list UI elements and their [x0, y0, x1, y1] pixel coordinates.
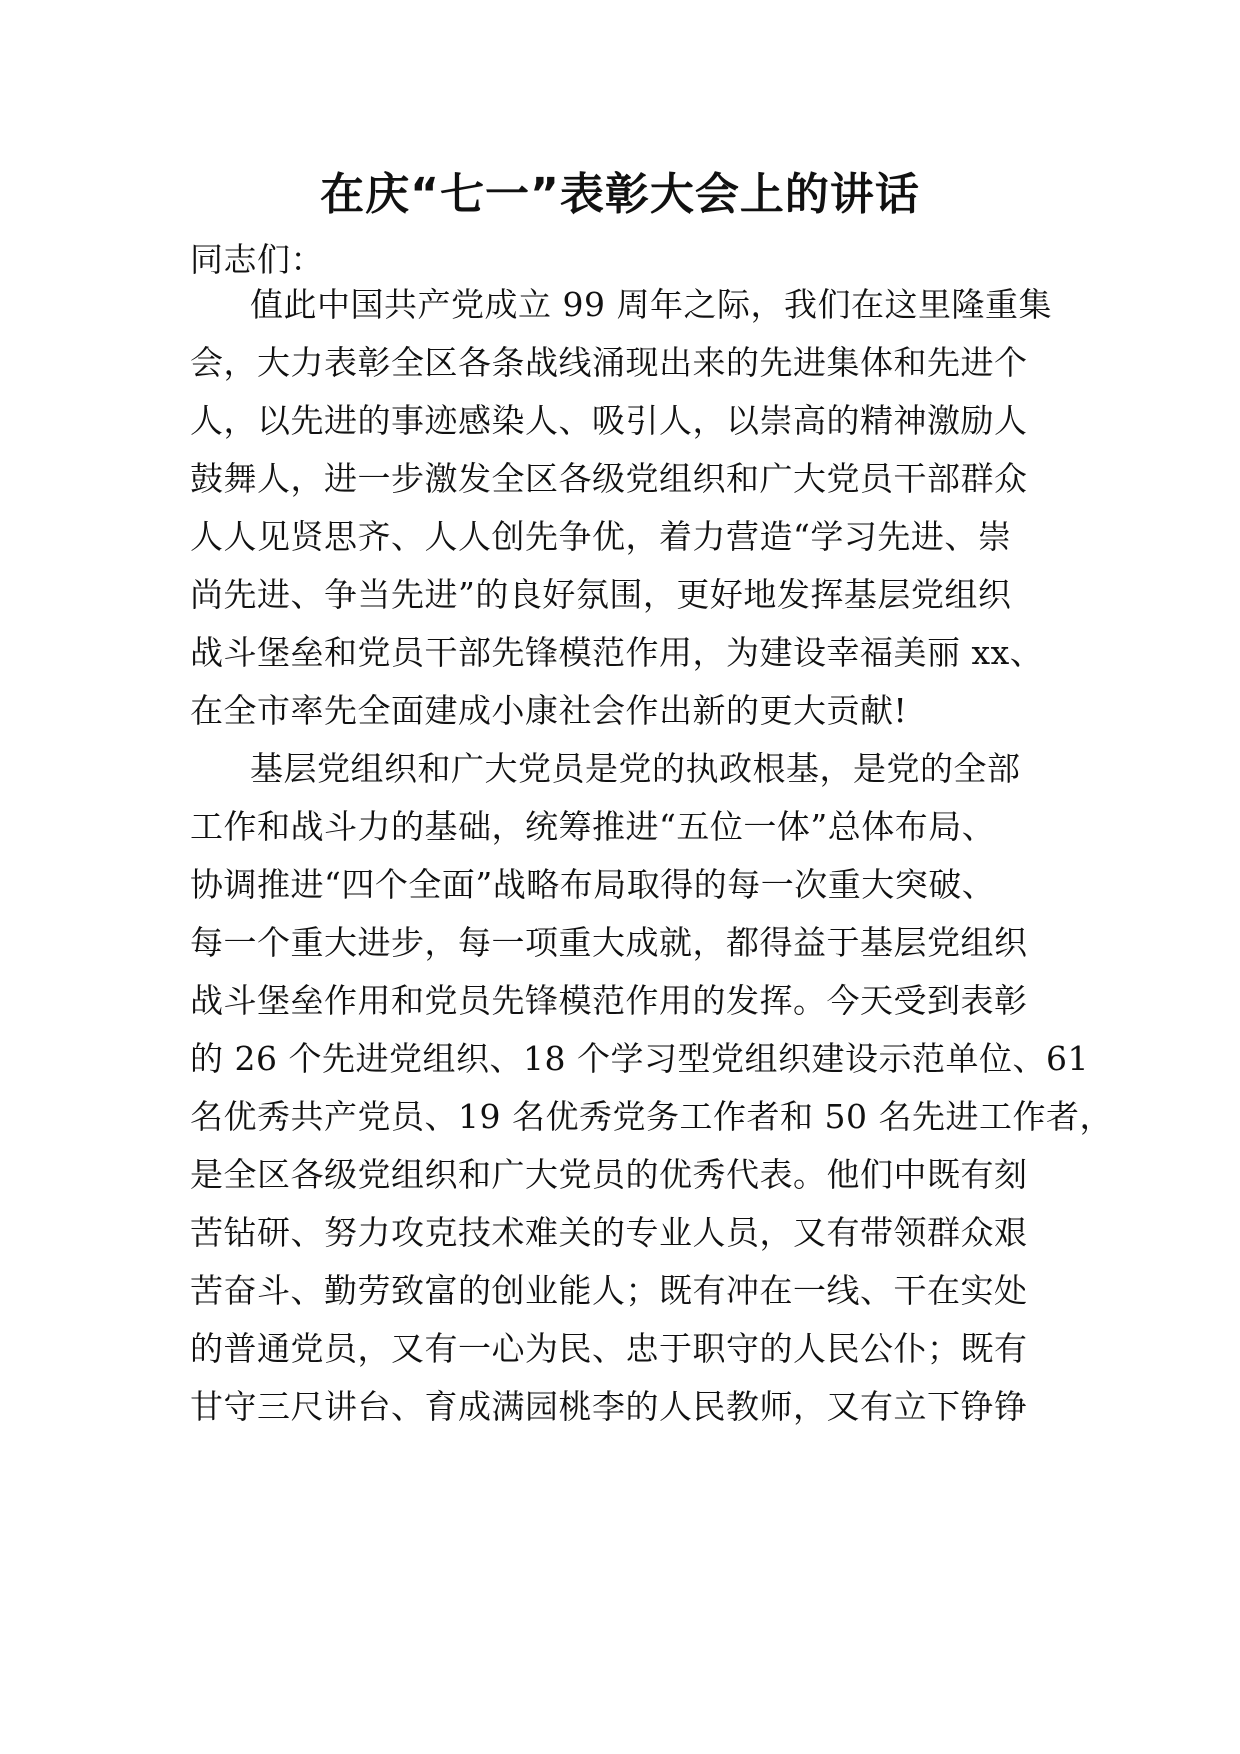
paragraph-2-line-12: 甘守三尺讲台、育成满园桃李的人民教师，又有立下铮铮: [190, 1387, 1028, 1426]
paragraph-2-line-8: 是全区各级党组织和广大党员的优秀代表。他们中既有刻: [190, 1155, 1028, 1194]
paragraph-2-line-6: 的 26 个先进党组织、18 个学习型党组织建设示范单位、61: [190, 1039, 1089, 1078]
document-title: 在庆“七一”表彰大会上的讲话: [320, 169, 920, 220]
salutation: 同志们：: [190, 240, 324, 279]
paragraph-2-line-7: 名优秀共产党员、19 名优秀党务工作者和 50 名先进工作者，: [190, 1097, 1113, 1136]
paragraph-1-line-4: 鼓舞人，进一步激发全区各级党组织和广大党员干部群众: [190, 459, 1028, 498]
paragraph-2-line-9: 苦钻研、努力攻克技术难关的专业人员，又有带领群众艰: [190, 1213, 1028, 1252]
paragraph-1-line-6: 尚先进、争当先进”的良好氛围，更好地发挥基层党组织: [190, 575, 1012, 614]
paragraph-1-line-2: 会，大力表彰全区各条战线涌现出来的先进集体和先进个: [190, 343, 1028, 382]
paragraph-2-line-5: 战斗堡垒作用和党员先锋模范作用的发挥。今天受到表彰: [190, 981, 1028, 1020]
paragraph-1-line-8: 在全市率先全面建成小康社会作出新的更大贡献!: [190, 691, 908, 730]
paragraph-2-line-10: 苦奋斗、勤劳致富的创业能人；既有冲在一线、干在实处: [190, 1271, 1028, 1310]
paragraph-2-line-2: 工作和战斗力的基础，统筹推进“五位一体”总体布局、: [190, 807, 996, 846]
paragraph-2-line-11: 的普通党员，又有一心为民、忠于职守的人民公仆；既有: [190, 1329, 1028, 1368]
paragraph-2-line-3: 协调推进“四个全面”战略布局取得的每一次重大突破、: [190, 865, 996, 904]
paragraph-2-line-1: 基层党组织和广大党员是党的执政根基，是党的全部: [250, 749, 1021, 788]
paragraph-1-line-1: 值此中国共产党成立 99 周年之际，我们在这里隆重集: [250, 285, 1052, 324]
paragraph-1-line-5: 人人见贤思齐、人人创先争优，着力营造“学习先进、崇: [190, 517, 1012, 556]
paragraph-2-line-4: 每一个重大进步，每一项重大成就，都得益于基层党组织: [190, 923, 1028, 962]
paragraph-1-line-3: 人，以先进的事迹感染人、吸引人，以崇高的精神激励人: [190, 401, 1028, 440]
paragraph-1-line-7: 战斗堡垒和党员干部先锋模范作用，为建设幸福美丽 xx、: [190, 633, 1044, 672]
